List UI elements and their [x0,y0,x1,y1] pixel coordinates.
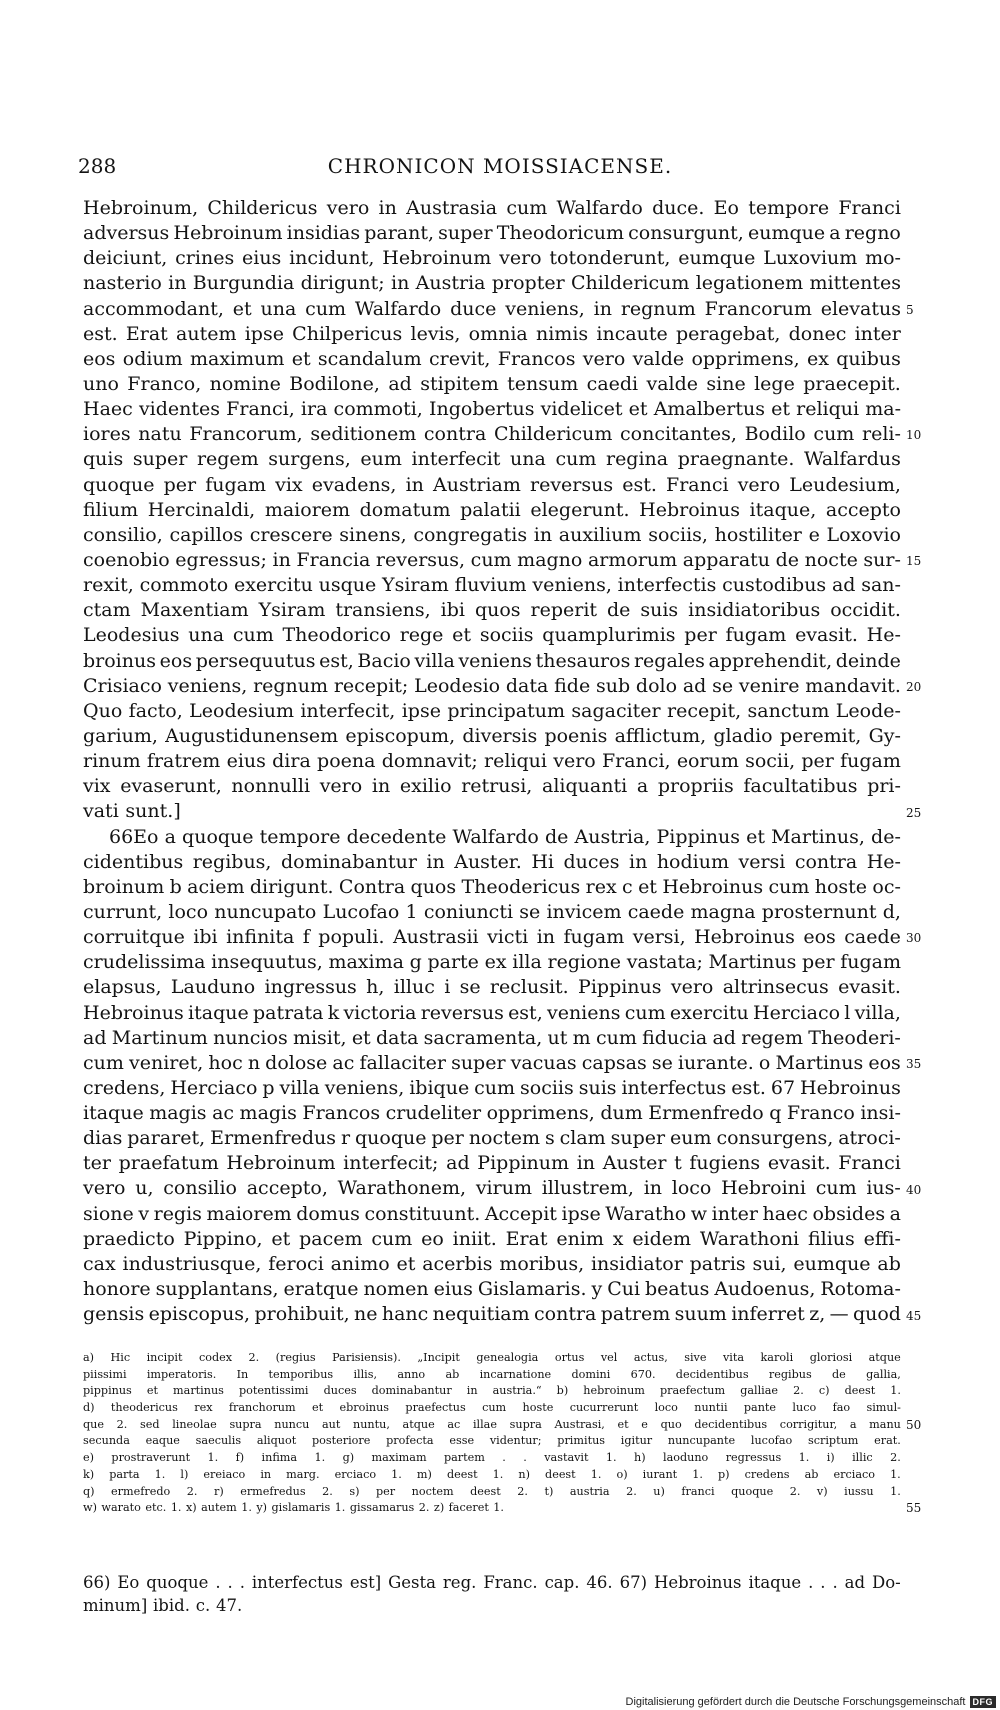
text-line: cax industriusque, feroci animo et acerbis moribus, insidiator patris sui, eumque ab [83,1252,901,1275]
text-line: uno Franco, nomine Bodilone, ad stipitem tensum caedi valde sine lege praecepit. [83,372,901,395]
text-line: eos odium maximum et scandalum crevit, Francos vero valde opprimens, ex quibus [83,347,901,370]
text-line: adversus Hebroinum insidias parant, super Theodoricum consurgunt, eumque a regno [83,222,901,245]
source-notes [83,1571,901,1617]
apparatus-line: k) parta 1. l) ereiaco in marg. erciaco 1. m) deest 1. n) deest 1. o) iurant 1. p) credens ab erciaco 1. [83,1467,901,1481]
apparatus-line: d) theodericus rex franchorum et ebroinus praefectus cum hoste cucurrerunt loco nuntii pante luco fao simul- [83,1401,901,1415]
apparatus-line: e) prostraverunt 1. f) infima 1. g) maximam partem . . vastavit 1. h) laoduno regressus 1. i) illic 2. [83,1451,901,1465]
text-line: broinum b aciem dirigunt. Contra quos Theodericus rex c et Hebroinus cum hoste oc- [83,875,901,898]
source-note-line: minum] ibid. c. 47. [83,1596,243,1615]
text-line: consilio, capillos crescere sinens, congregatis in auxilium sociis, hostiliter e Loxovio [83,523,901,546]
text-line: currunt, loco nuncupato Lucofao 1 coniuncti se invicem caede magna prosternunt d, [83,900,901,923]
text-line: iores natu Francorum, seditionem contra Childericum concitantes, Bodilo cum reli- [83,423,901,446]
text-line: broinus eos persequutus est, Bacio villa veniens thesauros regales apprehendit, deinde [83,649,901,672]
text-line: ter praefatum Hebroinum interfecit; ad Pippinum in Auster t fugiens evasit. Franci [83,1152,901,1175]
text-line: Quo facto, Leodesium interfecit, ipse principatum sagaciter recepit, sanctum Leode- [83,699,901,722]
text-line: deiciunt, crines eius incidunt, Hebroinum vero totonderunt, eumque Luxovium mo- [83,247,901,270]
dfg-footer [626,1696,996,1708]
text-line: Crisiaco veniens, regnum recepit; Leodesio data fide sub dolo ad se venire mandavit. [83,674,901,697]
footer-text: Digitalisierung gefördert durch die Deutsche Forschungsgemeinschaft [625,1696,966,1708]
text-line: gensis episcopus, prohibuit, ne hanc nequitiam contra patrem suum inferret z, — quod [83,1303,901,1326]
apparatus-line: w) warato etc. 1. x) autem 1. y) gislamaris 1. gissamarus 2. z) faceret 1. [83,1501,504,1515]
text-line: vero u, consilio accepto, Warathonem, virum illustrem, in loco Hebroini cum ius- [83,1177,901,1200]
text-line: filium Hercinaldi, maiorem domatum palatii elegerunt. Hebroinus itaque, accepto [83,498,901,521]
apparatus-line: secunda eaque saeculis aliquot posteriore profecta esse videntur; primitus igitur nuncupante lucofao scriptum erat. [83,1434,901,1448]
text-line: praedicto Pippino, et pacem cum eo iniit. Erat enim x eidem Warathoni filius effi- [83,1227,901,1250]
line-number: 30 [906,931,922,946]
text-line: corruitque ibi infinita f populi. Austrasii victi in fugam versi, Hebroinus eos caede [83,926,901,949]
text-line: crudelissima insequutus, maxima g parte ex illa regione vastata; Martinus per fugam [83,951,901,974]
source-note-line: 66) Eo quoque . . . interfectus est] Gesta reg. Franc. cap. 46. 67) Hebroinus itaque . . . ad Do- [83,1573,901,1592]
dfg-logo: DFG [970,1696,997,1708]
apparatus-line: a) Hic incipit codex 2. (regius Parisiensis). „Incipit genealogia ortus vel actus, sive vita karoli gloriosi atque [83,1351,901,1364]
text-line: rexit, commoto exercitu usque Ysiram fluvium veniens, interfectis custodibus ad san- [83,574,901,597]
text-line: accommodant, et una cum Walfardo duce veniens, in regnum Francorum elevatus [83,297,901,320]
text-line: elapsus, Lauduno ingressus h, illuc i se reclusit. Pippinus vero altrinsecus evasit. [83,976,901,999]
text-line: est. Erat autem ipse Chilpericus levis, omnia nimis incaute peragebat, donec inter [83,322,901,345]
text-line: itaque magis ac magis Francos crudeliter opprimens, dum Ermenfredo q Franco insi- [83,1102,901,1125]
text-line: dias pararet, Ermenfredus r quoque per noctem s clam super eum consurgens, atroci- [83,1127,901,1150]
text-line: rinum fratrem eius dira poena domnavit; reliqui vero Franci, eorum socii, per fugam [83,750,901,773]
text-line: ctam Maxentiam Ysiram transiens, ibi quos reperit de suis insidiatoribus occidit. [83,599,901,622]
text-line: nasterio in Burgundia dirigunt; in Austria propter Childericum legationem mittentes [83,272,901,295]
apparatus-line: pippinus et martinus potentissimi duces dominabantur in austria.“ b) hebroinum praefectum galliae 2. c) deest 1. [83,1384,901,1398]
text-line: Hebroinus itaque patrata k victoria reversus est, veniens cum exercitu Herciaco l villa, [83,1001,901,1024]
text-line: garium, Augustidunensem episcopum, diversis poenis afflictum, gladio peremit, Gy- [83,724,901,747]
apparatus-line: piissimi imperatoris. In temporibus illis, anno ab incarnatione domini 670. decidentibus regibus de gallia, [83,1367,901,1381]
text-line: quoque per fugam vix evadens, in Austriam reversus est. Franci vero Leudesium, [83,473,901,496]
footnote-apparatus [83,1350,901,1517]
line-number: 55 [906,1501,922,1516]
line-number: 40 [906,1182,922,1197]
text-line: Hebroinum, Childericus vero in Austrasia cum Walfardo duce. Eo tempore Franci [83,197,901,219]
text-line: honore supplantans, eratque nomen eius Gislamaris. y Cui beatus Audoenus, Rotoma- [83,1278,901,1301]
line-number: 15 [906,554,922,569]
text-line: vati sunt.] [83,800,181,823]
apparatus-line: q) ermefredo 2. r) ermefredus 2. s) per noctem deest 2. t) austria 2. u) franci quoque 2. v) iussu 1. [83,1484,901,1498]
line-number: 45 [906,1308,922,1323]
line-number: 50 [906,1417,922,1432]
text-line: ad Martinum nuncios misit, et data sacramenta, ut m cum fiducia ad regem Theoderi- [83,1026,901,1049]
main-text [83,196,901,1327]
text-line: sione v regis maiorem domus constituunt. Accepit ipse Waratho w inter haec obsides a [83,1202,901,1225]
text-line: 66Eo a quoque tempore decedente Walfardo de Austria, Pippinus et Martinus, de- [109,825,901,848]
text-line: vix evaserunt, nonnulli vero in exilio retrusi, aliquanti a propriis facultatibus pri- [83,775,901,798]
running-head: CHRONICON MOISSIACENSE. [327,154,673,178]
line-number: 25 [906,805,922,820]
line-number: 20 [906,679,922,694]
apparatus-line: que 2. sed lineolae supra nuncu aut nuntu, atque ac illae supra Austrasi, et e quo decidentibus corrigitur, a manu [83,1417,901,1431]
text-line: Haec videntes Franci, ira commoti, Ingobertus videlicet et Amalbertus et reliqui ma- [83,398,901,421]
page-number: 288 [78,154,117,178]
text-line: quis super regem surgens, eum interfecit una cum regina praegnante. Walfardus [83,448,901,471]
text-line: cidentibus regibus, dominabantur in Auster. Hi duces in hodium versi contra He- [83,850,901,873]
line-number: 5 [906,302,914,317]
line-number: 10 [906,428,922,443]
text-line: credens, Herciaco p villa veniens, ibique cum sociis suis interfectus est. 67 Hebroinus [83,1076,901,1099]
line-number: 35 [906,1057,922,1072]
text-line: cum veniret, hoc n dolose ac fallaciter super vacuas capsas se iurante. o Martinus eos [83,1051,901,1074]
text-line: Leodesius una cum Theodorico rege et sociis quamplurimis per fugam evasit. He- [83,624,901,647]
text-line: coenobio egressus; in Francia reversus, cum magno armorum apparatu de nocte sur- [83,548,901,571]
